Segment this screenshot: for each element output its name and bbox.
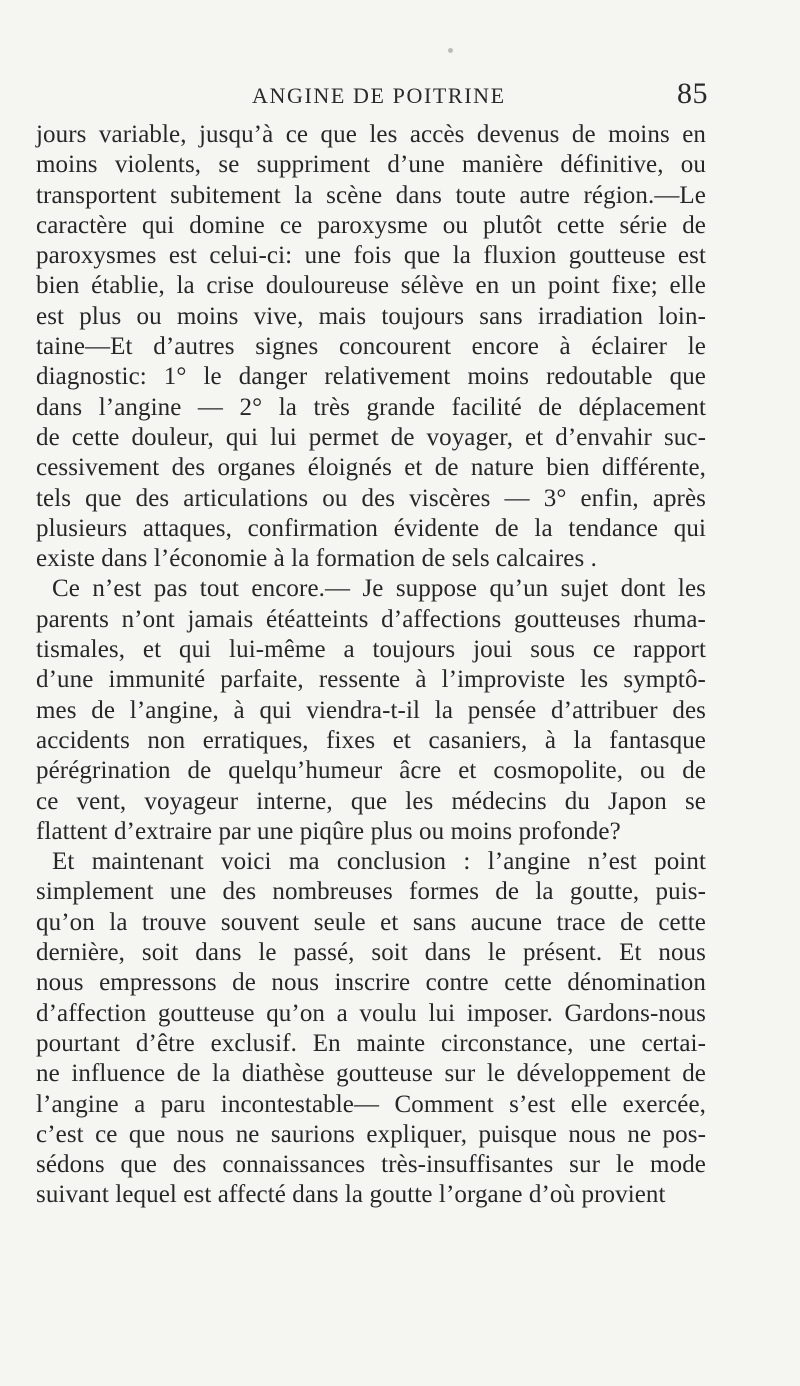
text-line: diagnostic: 1° le danger relativement moins redoutable que xyxy=(36,363,706,391)
text-line: plusieurs attaques, confirmation évidente de la tendance qui xyxy=(36,514,706,542)
running-title: ANGINE DE POITRINE xyxy=(252,83,506,108)
text-line: Ce n’est pas tout encore.— Je suppose qu’un sujet dont les xyxy=(52,575,706,603)
text-line: taine—Et d’autres signes concourent encore à éclairer le xyxy=(36,333,706,361)
text-line: transportent subitement la scène dans toute autre région.—Le xyxy=(36,181,706,209)
text-line: simplement une des nombreuses formes de la goutte, puis- xyxy=(36,878,706,906)
text-line: d’une immunité parfaite, ressente à l’improviste les symptô- xyxy=(36,666,706,694)
text-line: jours variable, jusqu’à ce que les accès devenus de moins en xyxy=(36,121,706,148)
text-line: tels que des articulations ou des viscères — 3° enfin, après xyxy=(36,484,706,512)
text-line: accidents non erratiques, fixes et casaniers, à la fantasque xyxy=(36,726,706,754)
text-line: dernière, soit dans le passé, soit dans le présent. Et nous xyxy=(36,939,706,967)
text-line: de cette douleur, qui lui permet de voyager, et d’envahir suc- xyxy=(36,423,706,451)
text-line: c’est ce que nous ne saurions expliquer, puisque nous ne pos- xyxy=(36,1120,706,1148)
paper-speck xyxy=(448,48,453,53)
text-line: dans l’angine — 2° la très grande facilité de déplacement xyxy=(36,393,706,421)
text-line: cessivement des organes éloignés et de nature bien différente, xyxy=(36,454,706,482)
page-number: 85 xyxy=(677,77,708,110)
text-line: tismales, et qui lui-même a toujours joui sous ce rapport xyxy=(36,636,706,664)
text-line: existe dans l’économie à la formation de sels calcaires . xyxy=(36,545,598,573)
text-line: flattent d’extraire par une piqûre plus ou moins profonde? xyxy=(36,817,621,845)
running-header xyxy=(36,79,706,113)
text-line: qu’on la trouve souvent seule et sans aucune trace de cette xyxy=(36,908,706,936)
text-line: suivant lequel est affecté dans la goutte l’organe d’où provient xyxy=(36,1181,666,1209)
text-line: sédons que des connaissances très-insuffisantes sur le mode xyxy=(36,1151,706,1179)
body-text xyxy=(36,120,706,1211)
text-line: pérégrination de quelqu’humeur âcre et cosmopolite, ou de xyxy=(36,757,706,785)
text-line: ne influence de la diathèse goutteuse sur le développement de xyxy=(36,1060,706,1088)
text-line: caractère qui domine ce paroxysme ou plutôt cette série de xyxy=(36,211,706,239)
text-line: Et maintenant voici ma conclusion : l’angine n’est point xyxy=(52,848,706,876)
text-line: est plus ou moins vive, mais toujours sans irradiation loin- xyxy=(36,302,706,330)
text-line: moins violents, se suppriment d’une manière définitive, ou xyxy=(36,151,706,179)
text-line: nous empressons de nous inscrire contre cette dénomination xyxy=(36,969,706,997)
text-line: d’affection goutteuse qu’on a voulu lui imposer. Gardons-nous xyxy=(36,999,706,1027)
text-line: parents n’ont jamais étéatteints d’affections goutteuses rhuma- xyxy=(36,605,706,633)
text-line: ce vent, voyageur interne, que les médecins du Japon se xyxy=(36,787,706,815)
text-line: paroxysmes est celui-ci: une fois que la fluxion goutteuse est xyxy=(36,242,706,270)
text-line: pourtant d’être exclusif. En mainte circonstance, une certai- xyxy=(36,1029,706,1057)
text-line: l’angine a paru incontestable— Comment s’est elle exercée, xyxy=(36,1090,706,1118)
text-line: mes de l’angine, à qui viendra-t-il la pensée d’attribuer des xyxy=(36,696,706,724)
text-line: bien établie, la crise douloureuse sélève en un point fixe; elle xyxy=(36,272,706,300)
